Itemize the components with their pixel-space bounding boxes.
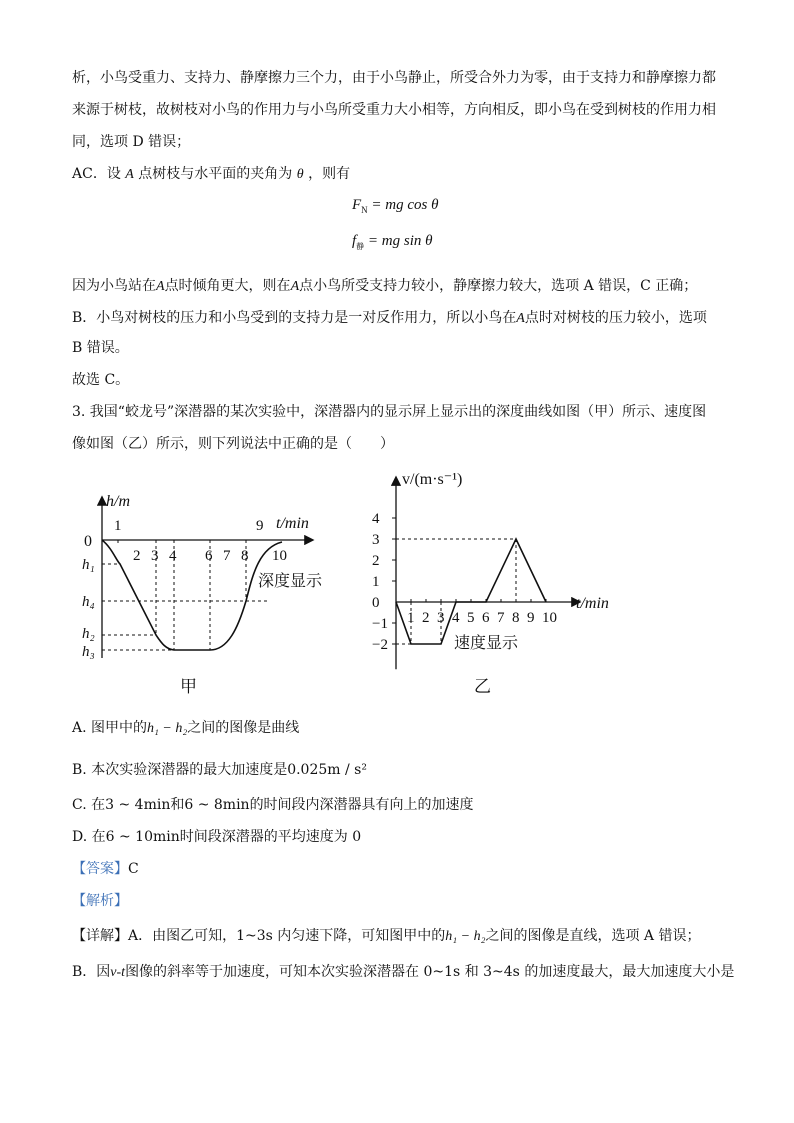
option-b-math: 0.025m / s²	[287, 762, 367, 778]
yi-y-tick-label: 3	[372, 532, 380, 548]
jia-label-h4: h₄	[82, 594, 95, 610]
yi-y-tick-label: 2	[372, 553, 380, 569]
yi-y-tick-label: −1	[372, 616, 388, 632]
yi-x-tick-label: 2	[422, 610, 430, 626]
option-d-math: 6 ~ 10min	[105, 829, 180, 845]
option-b	[72, 760, 367, 780]
jia-tick-top-9: 9	[256, 518, 264, 534]
option-a-pre: A. 图甲中的	[72, 720, 148, 736]
eq2-rhs: = mg sin θ	[367, 233, 433, 249]
figure-yi	[358, 462, 648, 702]
option-d-pre: D. 在	[72, 829, 106, 845]
jia-depth-curve	[102, 540, 282, 650]
option-c-math-1: 3 ~ 4min	[105, 797, 171, 813]
option-c-post: 的时间段内深潜器具有向上的加速度	[249, 797, 474, 813]
yi-x-tick-label: 7	[497, 610, 505, 626]
detail-a-p2: 之间的图像是直线，选项 A 错误；	[485, 928, 701, 944]
jia-tick-4: 4	[169, 548, 177, 564]
detail-a-math: h₁ − h₂	[445, 929, 486, 944]
b-explain-line-2: B 错误。	[72, 340, 129, 356]
solution-line-1: 析，小鸟受重力、支持力、静摩擦力三个力，由于小鸟静止，所受合外力为零，由于支持力和静摩擦力都	[72, 70, 716, 86]
reason-p3: 点小鸟所受支持力较小，静摩擦力较大，选项 A 错误，C 正确；	[299, 278, 698, 294]
yi-x-label: t/min	[576, 595, 609, 612]
eq1-lhs: F	[352, 197, 362, 213]
jia-tick-6: 6	[205, 548, 213, 564]
analysis-line	[72, 891, 128, 911]
yi-x-tick-label: 8	[512, 610, 520, 626]
detail-b-p1: B．因	[72, 964, 111, 980]
jia-tick-top-1: 1	[114, 518, 122, 534]
jia-tick-3: 3	[151, 548, 159, 564]
yi-x-tick-label: 9	[527, 610, 535, 626]
option-b-pre: B. 本次实验深潜器的最大加速度是	[72, 762, 288, 778]
jia-tick-10: 10	[272, 548, 287, 564]
eq2-sub: 静	[356, 242, 365, 251]
answer-value: C	[128, 861, 139, 877]
detail-line-b	[72, 962, 734, 983]
yi-display-label: 速度显示	[454, 635, 519, 652]
detail-label: 【详解】	[72, 928, 128, 944]
yi-y-tick-label: 1	[372, 574, 380, 590]
jia-label-h3: h₃	[82, 644, 95, 660]
option-c	[72, 795, 474, 815]
reason-p1: 因为小鸟站在	[72, 278, 156, 294]
question-stem-line-1: 3. 我国“蛟龙号”深潜器的某次实验中，深潜器内的显示屏上显示出的深度曲线如图（甲）所示、速度图	[72, 404, 707, 420]
jia-caption: 甲	[180, 677, 197, 696]
yi-velocity-line	[396, 539, 546, 644]
b-p2: 点时对树枝的压力较小，选项	[524, 310, 707, 326]
option-d-post: 时间段深潜器的平均速度为 0	[179, 829, 362, 845]
jia-label-h1: h₁	[82, 557, 95, 573]
equation-normal-force	[352, 197, 439, 215]
yi-x-tick-label: 3	[437, 610, 445, 626]
ac-mid: 点树枝与水平面的夹角为	[138, 166, 293, 182]
yi-x-tick-label: 4	[452, 610, 460, 626]
yi-y-tick-label: −2	[372, 637, 388, 653]
ac-suffix: ，则有	[308, 166, 351, 182]
figure-jia	[72, 478, 342, 700]
jia-origin: 0	[84, 533, 92, 550]
jia-y-label: h/m	[106, 493, 130, 510]
option-a-post: 之间的图像是曲线	[187, 720, 300, 736]
answer-line	[72, 859, 139, 879]
option-c-pre: C. 在	[72, 797, 106, 813]
jia-tick-7: 7	[223, 548, 231, 564]
yi-y-tick-label: 4	[372, 511, 380, 527]
jia-x-label: t/min	[276, 515, 309, 532]
option-d	[72, 827, 361, 847]
detail-line-a	[72, 926, 701, 947]
jia-tick-8: 8	[241, 548, 249, 564]
yi-x-tick-label: 6	[482, 610, 490, 626]
yi-caption: 乙	[474, 677, 491, 696]
equation-friction-force	[352, 233, 433, 252]
analysis-label: 【解析】	[72, 893, 128, 909]
option-c-mid: 和	[170, 797, 185, 813]
jia-label-h2: h₂	[82, 626, 95, 642]
solution-line-3: 同，选项 D 错误；	[72, 134, 191, 150]
yi-y-tick-label: 0	[372, 595, 380, 611]
eq2-lhs: f	[352, 233, 357, 249]
ac-prefix: AC．设	[72, 166, 121, 182]
reason-a2: A	[290, 279, 300, 294]
jia-display-label: 深度显示	[258, 573, 323, 590]
eq1-rhs: = mg cos θ	[371, 197, 439, 213]
jia-tick-2: 2	[133, 548, 141, 564]
ac-intro-line	[72, 164, 350, 185]
option-c-math-2: 6 ~ 8min	[184, 797, 250, 813]
detail-b-p2: 图像的斜率等于加速度，可知本次实验深潜器在 0~1s 和 3~4s 的加速度最大，最大加速度大小是	[125, 964, 735, 980]
solution-line-2: 来源于树枝，故树枝对小鸟的作用力与小鸟所受重力大小相等，方向相反，即小鸟在受到树枝的作用力相	[72, 102, 716, 118]
reason-p2: 点时倾角更大，则在	[164, 278, 291, 294]
yi-x-tick-label: 10	[542, 610, 557, 626]
question-stem-line-2: 像如图（乙）所示，则下列说法中正确的是（ ）	[72, 436, 394, 452]
b-p1: B．小鸟对树枝的压力和小鸟受到的支持力是一对反作用力，所以小鸟在	[72, 310, 517, 326]
detail-b-vt: v-t	[110, 965, 126, 980]
detail-a-p1: A．由图乙可知，1~3s 内匀速下降，可知图甲中的	[128, 928, 446, 944]
option-a-math: h₁ − h₂	[147, 721, 188, 736]
ac-theta: θ	[296, 167, 304, 182]
eq1-sub: N	[361, 205, 368, 215]
b-explain-line	[72, 308, 707, 329]
yi-y-label: v/(m·s⁻¹)	[402, 471, 463, 488]
option-a	[72, 718, 299, 739]
conclusion-line: 故选 C。	[72, 372, 130, 388]
yi-x-tick-label: 1	[407, 610, 415, 626]
answer-label: 【答案】	[72, 861, 128, 877]
ac-point-a: A	[125, 167, 134, 182]
yi-x-tick-label: 5	[467, 610, 475, 626]
reason-a1: A	[156, 279, 165, 294]
b-a: A	[516, 311, 525, 326]
reason-line	[72, 276, 697, 297]
